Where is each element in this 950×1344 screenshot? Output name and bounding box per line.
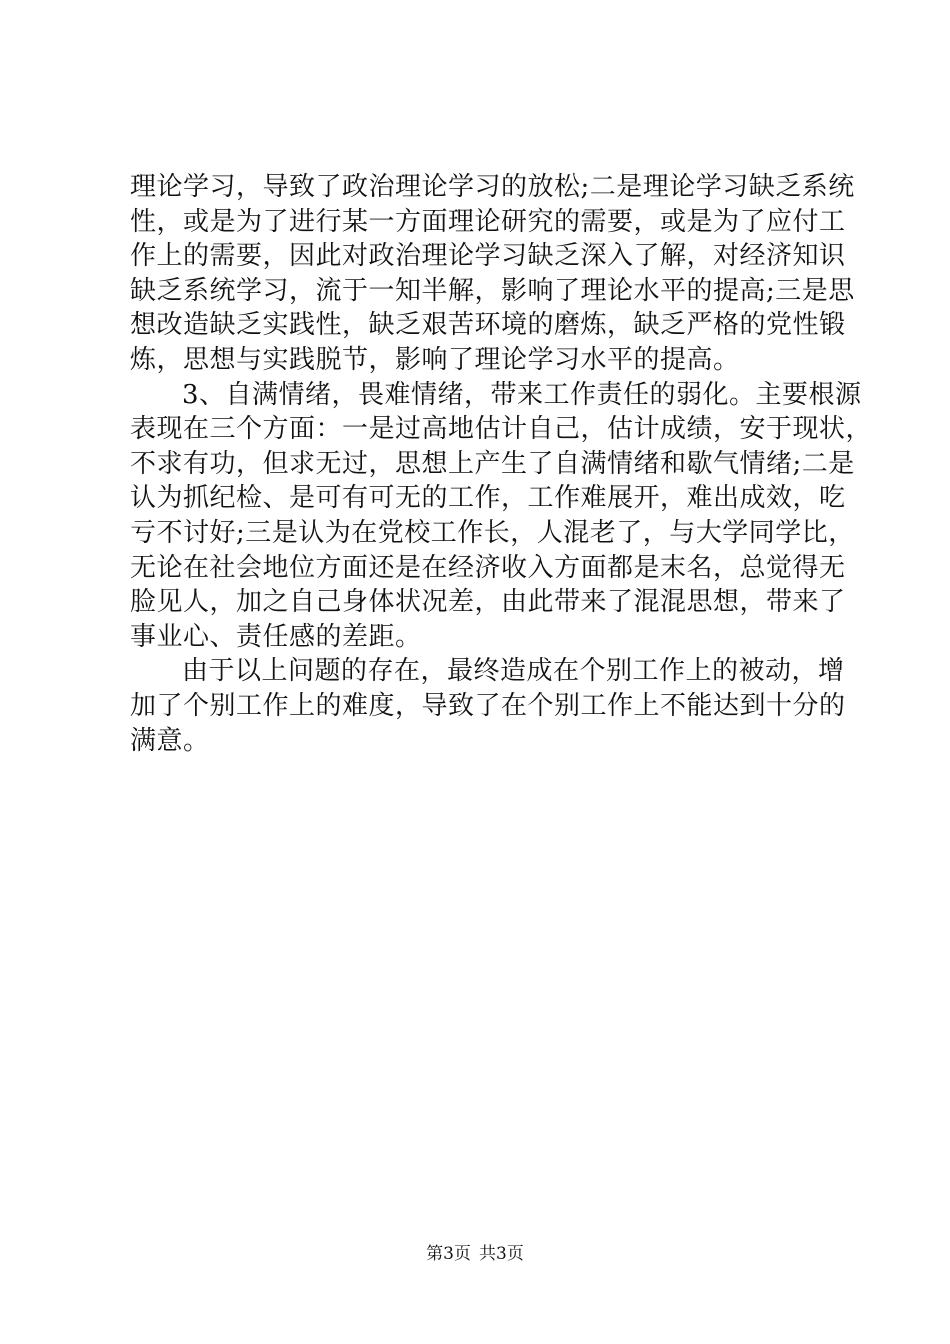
text-line: 事业心、责任感的差距。 [130, 621, 422, 652]
page-footer [0, 1244, 950, 1264]
text-line: 作上的需要，因此对政治理论学习缺乏深入了解，对经济知识 [130, 241, 846, 272]
text-line: 性，或是为了进行某一方面理论研究的需要，或是为了应付工 [130, 206, 846, 237]
text-line: 理论学习，导致了政治理论学习的放松;二是理论学习缺乏系统 [130, 172, 855, 202]
text-line: 认为抓纪检、是可有可无的工作，工作难展开，难出成效，吃 [130, 483, 846, 514]
text-line: 加了个别工作上的难度，导致了在个别工作上不能达到十分的 [130, 690, 846, 721]
document-body [130, 170, 873, 758]
page-number-total: 共3页 [479, 1244, 524, 1264]
text-line: 亏不讨好;三是认为在党校工作长，人混老了，与大学同学比， [130, 517, 855, 548]
text-line: 满意。 [130, 725, 210, 756]
text-line: 脸见人，加之自己身体状况差，由此带来了混混思想，带来了 [130, 587, 846, 618]
text-line: 不求有功，但求无过，思想上产生了自满情绪和歇气情绪;二是 [130, 448, 855, 479]
text-line: 表现在三个方面：一是过高地估计自己，估计成绩，安于现状， [130, 414, 873, 445]
text-line: 炼，思想与实践脱节，影响了理论学习水平的提高。 [130, 344, 740, 375]
text-line: 缺乏系统学习，流于一知半解，影响了理论水平的提高;三是思 [130, 275, 855, 306]
page-number-current: 第3页 [426, 1244, 471, 1264]
text-line: 无论在社会地位方面还是在经济收入方面都是末名，总觉得无 [130, 552, 846, 583]
text-line: 由于以上问题的存在，最终造成在个别工作上的被动，增 [182, 656, 845, 687]
text-line: 想改造缺乏实践性，缺乏艰苦环境的磨炼，缺乏严格的党性锻 [130, 310, 846, 341]
text-line: 3、自满情绪，畏难情绪，带来工作责任的弱化。主要根源 [182, 379, 862, 410]
